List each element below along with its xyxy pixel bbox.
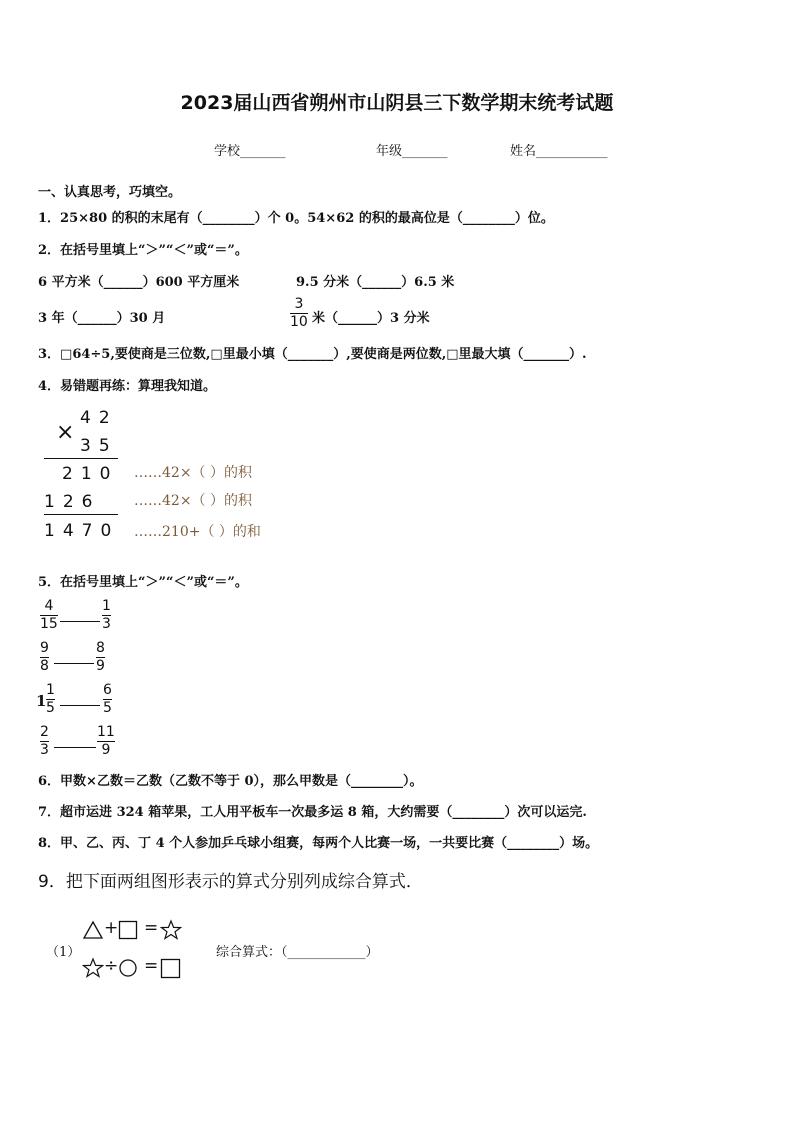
question-1: 1．25×80 的积的末尾有（________）个 0。54×62 的积的最高位是（________）位。 bbox=[38, 211, 554, 226]
fraction-left bbox=[40, 724, 49, 759]
equals-sign: = bbox=[144, 956, 159, 976]
fraction-left bbox=[40, 640, 49, 675]
question-3: 3．□64÷5,要使商是三位数,□里最小填（_______）,要使商是两位数,□里最大填（_______）. bbox=[38, 347, 587, 362]
note-3: ……210+（ ）的和 bbox=[134, 524, 261, 540]
question-5-stem: 5．在括号里填上“＞”“＜”或“＝”。 bbox=[38, 575, 248, 590]
multiply-sign: × bbox=[56, 420, 75, 445]
partial-product-1: 210 bbox=[62, 464, 119, 484]
square-icon bbox=[118, 920, 138, 940]
answer-blank: 综合算式：（____________） bbox=[216, 945, 379, 960]
grade-field: 年级_______ bbox=[376, 144, 448, 159]
section-heading: 一、认真思考，巧填空。 bbox=[38, 185, 182, 200]
question-2-item-4: 米（______）3 分米 bbox=[312, 311, 430, 326]
fraction-left bbox=[40, 598, 58, 633]
fraction-denominator: 15 bbox=[40, 616, 58, 632]
blank-line bbox=[60, 705, 100, 706]
fraction-right bbox=[96, 640, 105, 675]
question-2-stem: 2．在括号里填上“＞”“＜”或“＝”。 bbox=[38, 243, 248, 258]
blank-line bbox=[54, 747, 96, 748]
fraction-left bbox=[46, 682, 55, 717]
question-2-item-1: 6 平方米（______）600 平方厘米 bbox=[38, 275, 240, 290]
question-4-stem: 4．易错题再练：算理我知道。 bbox=[38, 379, 217, 394]
final-product: 1470 bbox=[44, 521, 120, 541]
fraction-numerator: 1 bbox=[46, 682, 55, 698]
name-field: 姓名___________ bbox=[510, 144, 608, 159]
fraction-denominator: 5 bbox=[103, 700, 112, 716]
fraction-right bbox=[103, 682, 112, 717]
page-title: 2023届山西省朔州市山阴县三下数学期末统考试题 bbox=[180, 92, 614, 114]
fraction-denominator: 10 bbox=[290, 314, 308, 330]
fraction-numerator: 1 bbox=[102, 598, 111, 614]
fraction-numerator: 9 bbox=[40, 640, 49, 656]
calc-rule-1 bbox=[44, 458, 118, 459]
blank-line bbox=[60, 621, 100, 622]
triangle-icon bbox=[82, 920, 104, 940]
fraction-numerator: 4 bbox=[44, 598, 54, 614]
question-7: 7．超市运进 324 箱苹果，工人用平板车一次最多运 8 箱，大约需要（________）次可以运完. bbox=[38, 805, 587, 820]
fraction-numerator: 2 bbox=[40, 724, 49, 740]
fraction-denominator: 3 bbox=[102, 616, 111, 632]
divide-sign: ÷ bbox=[104, 956, 119, 976]
group-label: （1） bbox=[46, 945, 81, 960]
blank-line bbox=[54, 663, 94, 664]
fraction-numerator: 6 bbox=[103, 682, 112, 698]
fraction-denominator: 5 bbox=[46, 700, 55, 716]
equals-sign: = bbox=[144, 918, 159, 938]
fraction-numerator: 8 bbox=[96, 640, 105, 656]
circle-icon bbox=[118, 958, 138, 978]
fraction-denominator: 8 bbox=[40, 658, 49, 674]
square-icon bbox=[160, 958, 181, 979]
calc-rule-2 bbox=[44, 514, 118, 515]
fraction-numerator: 11 bbox=[97, 724, 115, 740]
school-field: 学校_______ bbox=[214, 144, 286, 159]
multiplicand: 42 bbox=[80, 408, 118, 428]
partial-product-2: 126 bbox=[44, 492, 101, 512]
star-icon bbox=[160, 919, 182, 941]
fraction-numerator: 3 bbox=[294, 296, 304, 312]
plus-sign: + bbox=[104, 918, 119, 938]
fraction-3-10 bbox=[290, 296, 308, 331]
note-2: ……42×（ ）的积 bbox=[134, 493, 252, 509]
mixed-whole: 1 bbox=[36, 692, 47, 710]
question-9-stem: 9．把下面两组图形表示的算式分别列成综合算式． bbox=[38, 872, 423, 892]
question-2-item-2: 9.5 分米（______）6.5 米 bbox=[296, 275, 455, 290]
note-1: ……42×（ ）的积 bbox=[134, 465, 252, 481]
fraction-right bbox=[97, 724, 115, 759]
fraction-denominator: 9 bbox=[96, 658, 105, 674]
question-2-item-3: 3 年（______）30 月 bbox=[38, 311, 166, 326]
star-icon bbox=[82, 957, 104, 979]
multiplier: 35 bbox=[80, 436, 118, 456]
fraction-denominator: 9 bbox=[101, 742, 111, 758]
fraction-denominator: 3 bbox=[40, 742, 49, 758]
fraction-right bbox=[102, 598, 111, 633]
question-6: 6．甲数×乙数＝乙数（乙数不等于 0），那么甲数是（________）。 bbox=[38, 774, 423, 789]
question-8: 8．甲、乙、丙、丁 4 个人参加乒乓球小组赛，每两个人比赛一场，一共要比赛（________）场。 bbox=[38, 836, 599, 851]
